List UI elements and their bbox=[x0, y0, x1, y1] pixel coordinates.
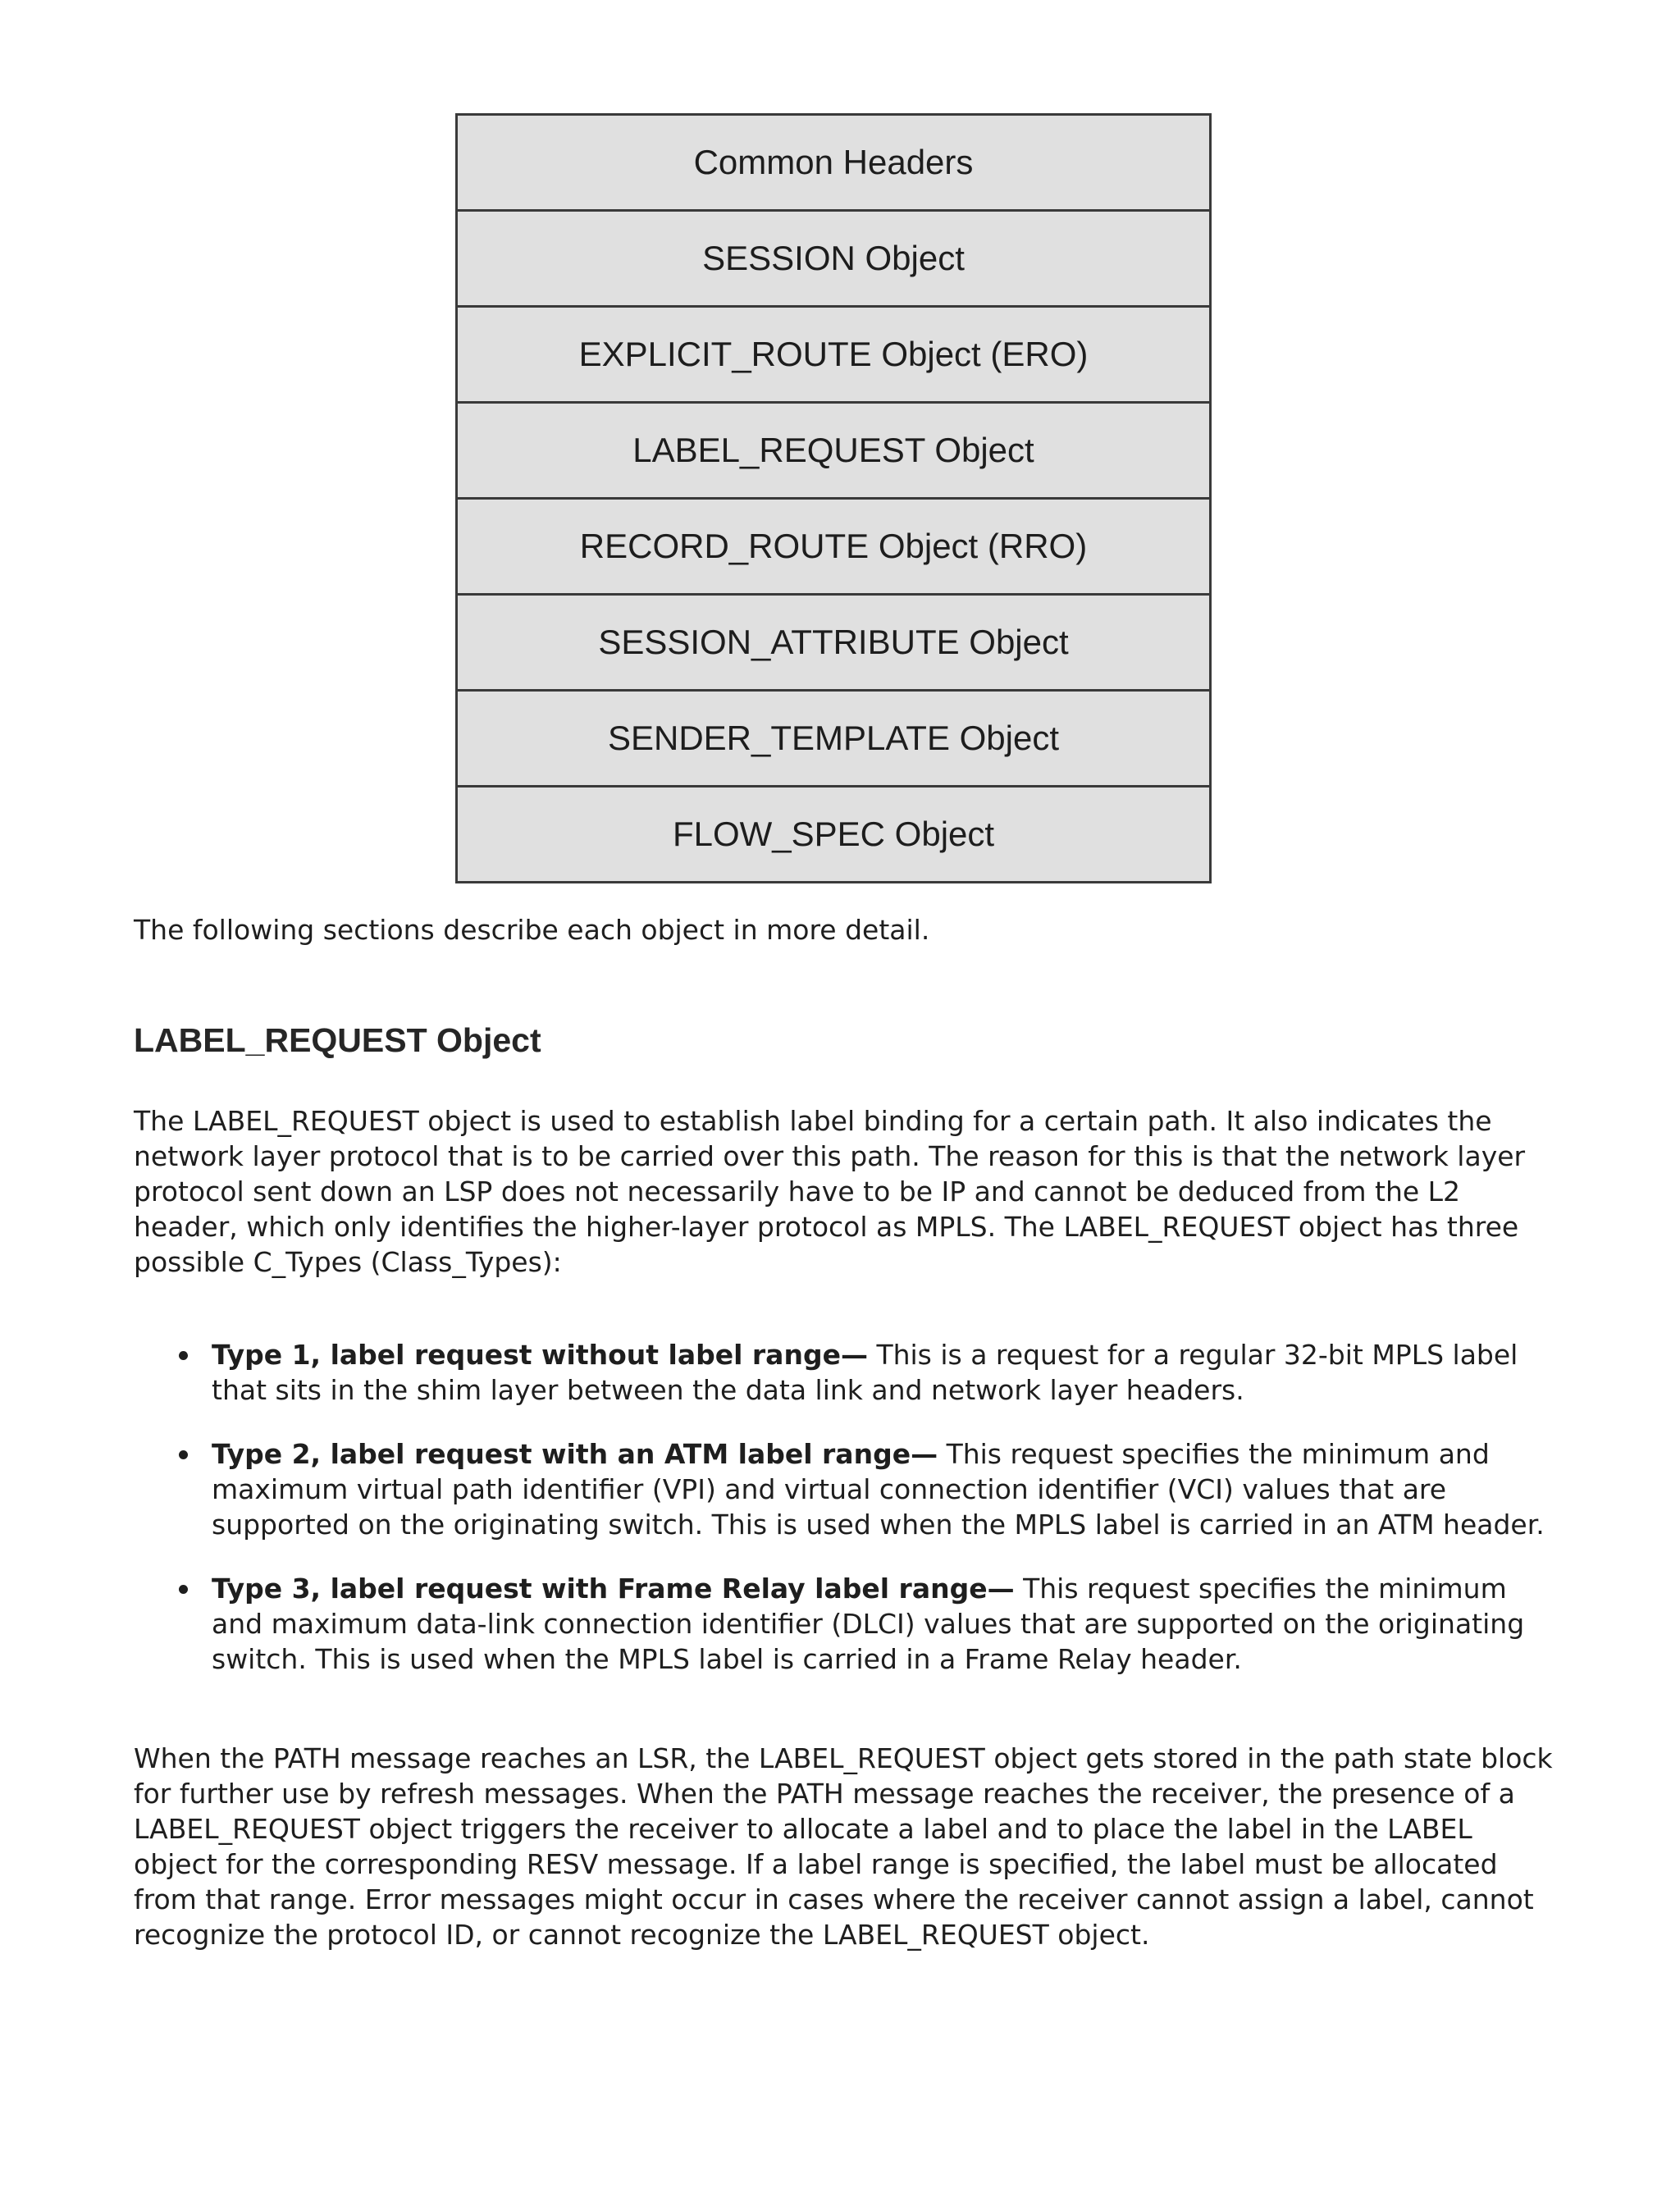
bullet-dot-icon bbox=[179, 1450, 188, 1459]
bullet-dot-icon bbox=[179, 1585, 188, 1594]
list-item bbox=[134, 1337, 1561, 1408]
diagram-row-session-object: SESSION Object bbox=[458, 209, 1209, 305]
c-types-list bbox=[134, 1337, 1561, 1705]
path-message-paragraph: When the PATH message reaches an LSR, the LABEL_REQUEST object gets stored in the path state block for further use by refresh messages. When the PATH message reaches the receiver, the presence of a LABEL_REQUEST object triggers the receiver to allocate a label and to place the label in the LABEL object for the corresponding RESV message. If a label range is specified, the label must be allocated from that range. Error messages might occur in cases where the receiver cannot assign a label, cannot recognize the protocol ID, or cannot recognize the LABEL_REQUEST object. bbox=[134, 1742, 1553, 1951]
diagram-row-record-route-object: RECORD_ROUTE Object (RRO) bbox=[458, 497, 1209, 593]
bullet-term: Type 1, label request without label range— bbox=[212, 1339, 868, 1371]
list-item bbox=[134, 1436, 1561, 1542]
diagram-row-sender-template-object: SENDER_TEMPLATE Object bbox=[458, 689, 1209, 785]
bullet-text: This request specifies the minimum and maximum virtual path identifier (VPI) and virtual connection identifier (VCI) values that are supported on the originating switch. This is used when the MPLS label is carried in an ATM header. bbox=[212, 1438, 1545, 1541]
bullet-term: Type 2, label request with an ATM label range— bbox=[212, 1438, 938, 1470]
intro-paragraph: The following sections describe each object in more detail. bbox=[134, 914, 930, 946]
section-heading: LABEL_REQUEST Object bbox=[134, 1021, 541, 1059]
list-item bbox=[134, 1571, 1561, 1677]
bullet-text: This request specifies the minimum and maximum data-link connection identifier (DLCI) values that are supported on the originating switch. This is used when the MPLS label is carried in a Frame Relay header. bbox=[212, 1573, 1525, 1675]
diagram-row-flow-spec-object: FLOW_SPEC Object bbox=[458, 785, 1209, 881]
diagram-row-common-headers: Common Headers bbox=[693, 143, 974, 181]
diagram-row-label-request-object: LABEL_REQUEST Object bbox=[458, 401, 1209, 497]
bullet-dot-icon bbox=[179, 1351, 188, 1360]
bullet-text: This is a request for a regular 32-bit MPLS label that sits in the shim layer between the data link and network layer headers. bbox=[212, 1339, 1518, 1406]
diagram-row-session-attribute-object: SESSION_ATTRIBUTE Object bbox=[458, 593, 1209, 689]
bullet-term: Type 3, label request with Frame Relay label range— bbox=[212, 1573, 1015, 1605]
label-request-description-paragraph: The LABEL_REQUEST object is used to establish label binding for a certain path. It also indicates the network layer protocol that is to be carried over this path. The reason for this is that the network layer protocol sent down an LSP does not necessarily have to be IP and cannot be deduced from the L2 header, which only identifies the higher-layer protocol as MPLS. The LABEL_REQUEST object has three possible C_Types (Class_Types): bbox=[134, 1105, 1526, 1278]
rsvp-path-message-diagram bbox=[455, 113, 1212, 883]
diagram-row-explicit-route-object: EXPLICIT_ROUTE Object (ERO) bbox=[458, 305, 1209, 401]
